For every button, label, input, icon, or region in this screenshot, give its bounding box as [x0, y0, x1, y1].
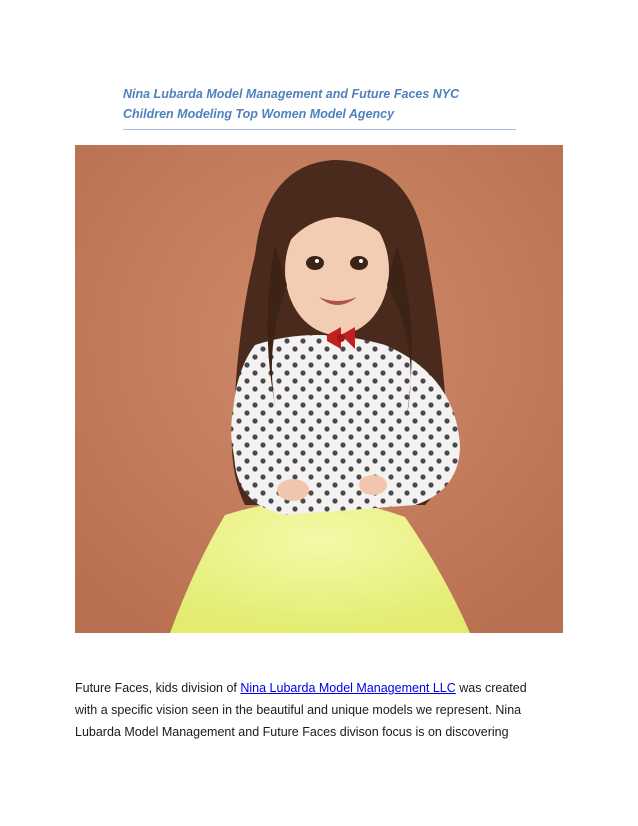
body-line-1-end: was created [455, 681, 527, 695]
body-paragraph [75, 677, 575, 743]
body-line-3: Lubarda Model Management and Future Faces divison focus is on discovering [75, 725, 509, 739]
document-title [123, 84, 515, 124]
body-line-1-start: Future Faces, kids division of [75, 681, 241, 695]
title-line-1: Nina Lubarda Model Management and Future Faces NYC [123, 87, 460, 101]
agency-link[interactable]: Nina Lubarda Model Management LLC [240, 681, 456, 695]
title-line-2: Children Modeling Top Women Model Agency [123, 107, 395, 121]
body-line-1 [75, 677, 575, 699]
title-divider [123, 129, 516, 130]
child-model-photo [75, 145, 563, 633]
body-line-2: with a specific vision seen in the beautiful and unique models we represent. Nina [75, 703, 522, 717]
